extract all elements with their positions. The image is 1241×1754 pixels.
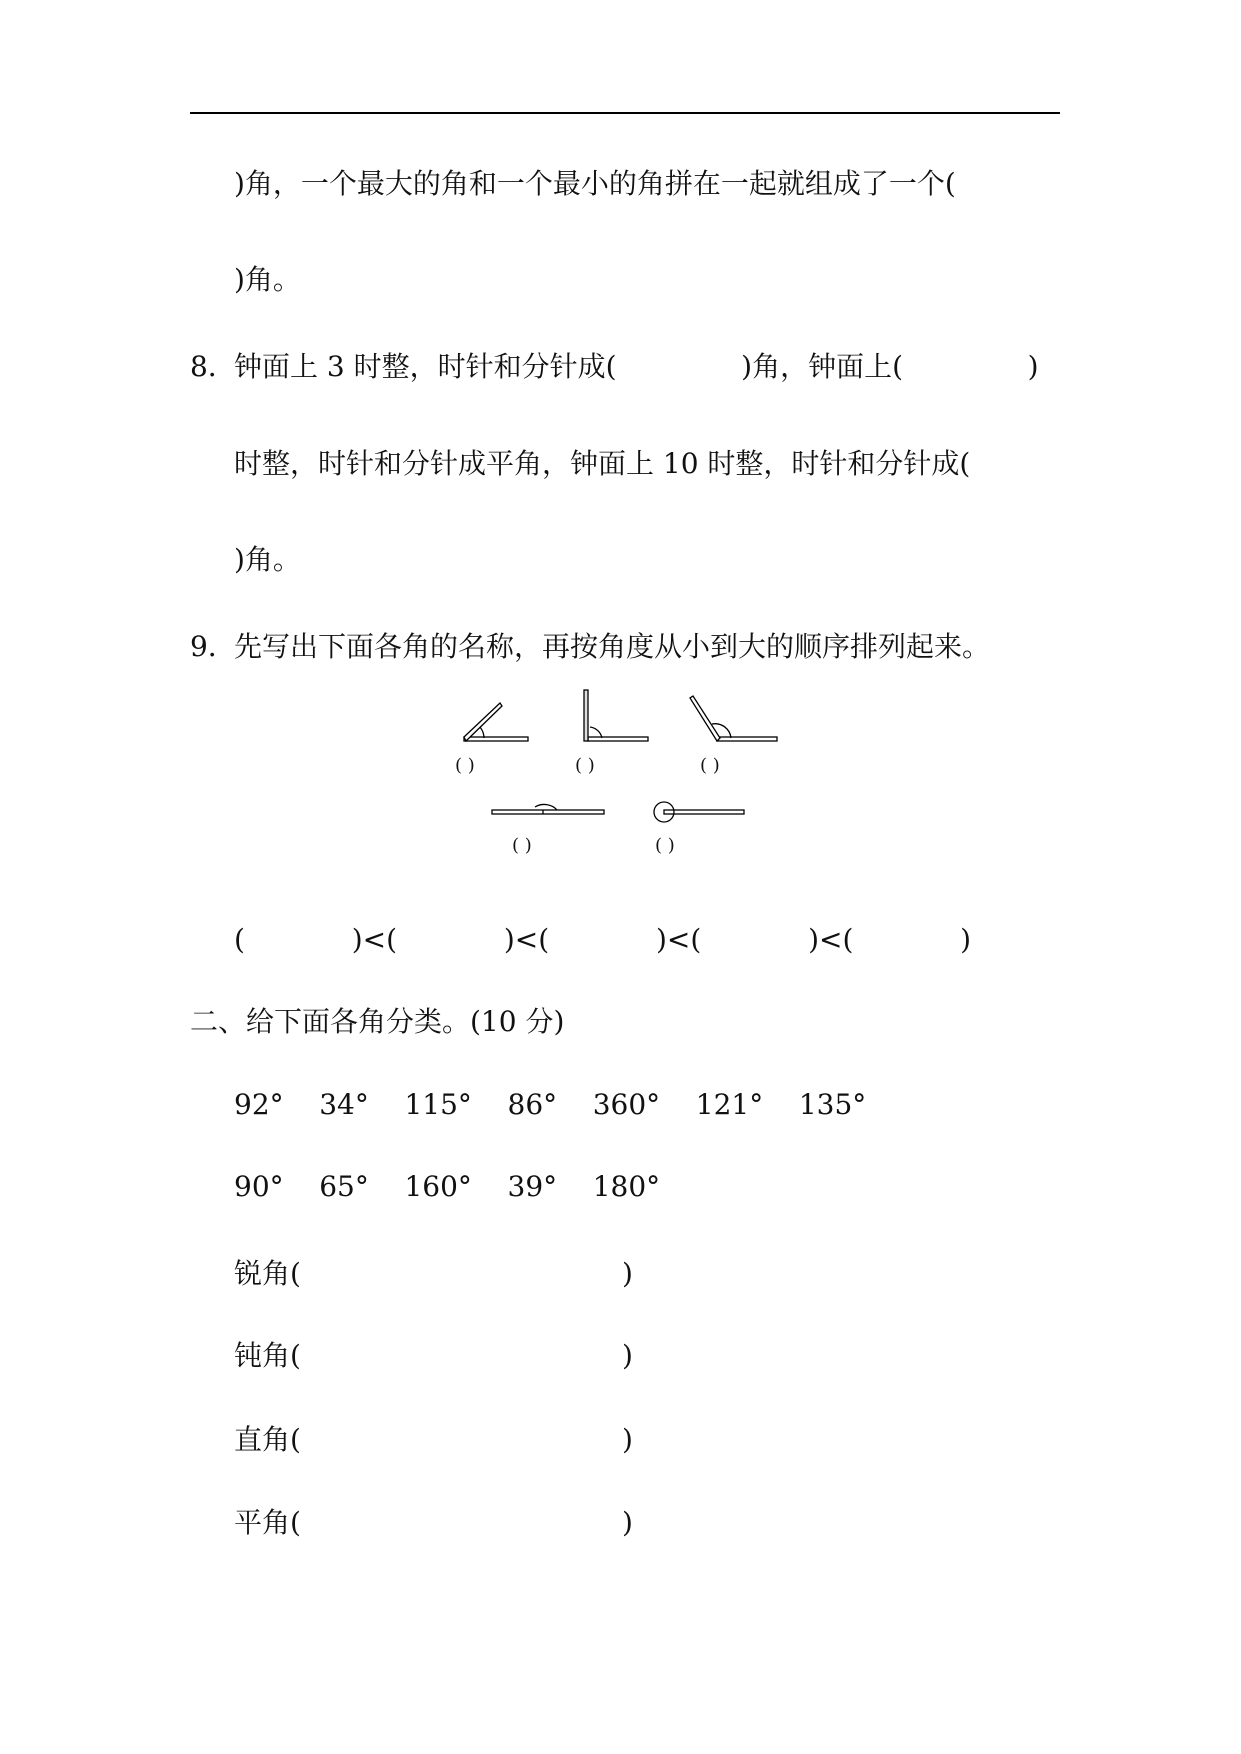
category-acute-close: ) — [622, 1257, 633, 1290]
figure-blank-1: ( ) — [455, 755, 475, 776]
category-obtuse-close: ) — [622, 1339, 633, 1372]
category-straight-close: ) — [622, 1506, 633, 1539]
q9-order-row: ( )<( )<( )<( )<( ) — [234, 923, 972, 956]
q7-line2: )角。 — [234, 263, 301, 296]
category-right-close: ) — [622, 1423, 633, 1456]
full-angle-figure — [664, 810, 744, 814]
category-obtuse: 钝角( — [234, 1339, 301, 1372]
section2-title: 二、给下面各角分类。(10 分) — [190, 1005, 565, 1038]
acute-angle-figure — [464, 737, 528, 741]
obtuse-angle-figure — [717, 737, 777, 741]
category-straight: 平角( — [234, 1506, 301, 1539]
figure-blank-4: ( ) — [512, 835, 532, 856]
q7-line1: )角，一个最大的角和一个最小的角拼在一起就组成了一个( — [234, 167, 956, 200]
angle-values-row1: 92° 34° 115° 86° 360° 121° 135° — [234, 1088, 867, 1121]
figure-blank-3: ( ) — [700, 755, 720, 776]
figure-blank-5: ( ) — [655, 835, 675, 856]
category-right: 直角( — [234, 1423, 301, 1456]
q8-line1: 钟面上 3 时整，时针和分针成( )角，钟面上( ) — [234, 350, 1039, 383]
straight-angle-figure — [492, 810, 604, 814]
category-acute: 锐角( — [234, 1257, 301, 1290]
q8-line3: )角。 — [234, 543, 301, 576]
q9-number: 9． — [190, 630, 236, 663]
q8-number: 8． — [190, 350, 236, 383]
angle-figures — [440, 680, 800, 860]
header-rule — [190, 112, 1060, 114]
q9-text: 先写出下面各角的名称，再按角度从小到大的顺序排列起来。 — [234, 630, 991, 663]
figure-blank-2: ( ) — [575, 755, 595, 776]
q8-line2: 时整，时针和分针成平角，钟面上 10 时整，时针和分针成( — [234, 447, 971, 480]
angle-values-row2: 90° 65° 160° 39° 180° — [234, 1170, 661, 1203]
right-angle-figure — [588, 737, 648, 741]
